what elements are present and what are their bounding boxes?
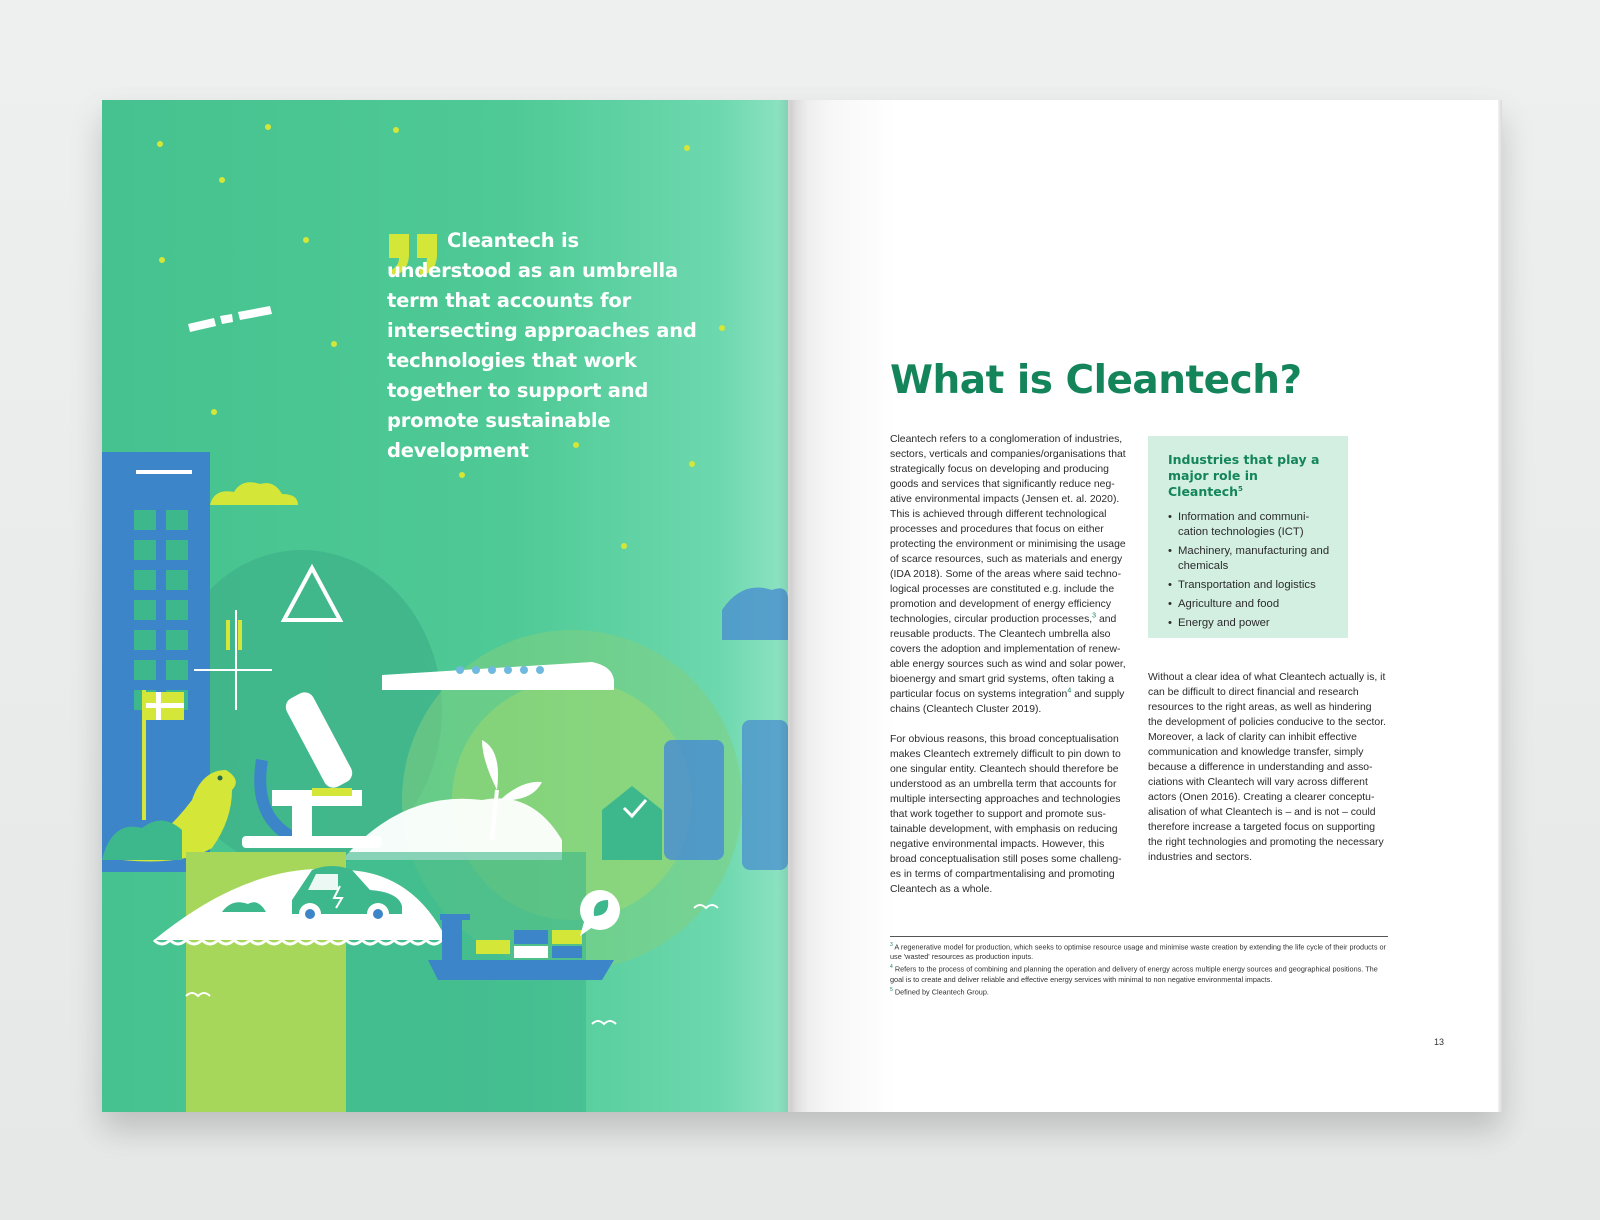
cloud-shape — [210, 482, 298, 505]
left-page — [102, 100, 788, 1112]
gutter-shadow — [778, 100, 808, 1112]
list-item: • Information and communi- cation technologies (ICT) — [1168, 510, 1330, 540]
satellite-icon — [188, 306, 272, 332]
sidebox-heading: Industries that play a major role in Cleantech$^5$ — [1168, 452, 1320, 499]
body-paragraph: For obvious reasons, this broad conceptualisation makes Cleantech extremely difficult to pin down to one singular entity. Cleantech should therefore be understood as an umbrella term that accounts for multiple intersecting approaches and technologies that work together to support and promote sus- tainable development, with emphasis on reducing negative environmental impacts. However, this broad conceptualisation still poses some challeng- es in terms of compartmentalising and promoting Cleantech as a whole. — [890, 734, 1122, 895]
body-paragraph: Cleantech refers to a conglomeration of industries, sectors, verticals and companies/organisations that strategically focus on developing and producing goods and services that significantly reduce neg- ative environmental impacts (Jensen et. al. 2020). This is achieved through different technological processes and procedures that focus on either protecting the environment or minimising the usage of scarce resources, such as materials and energy (IDA 2018). Some of the areas where said techno- logical processes are constituted e.g. include the promotion and development of energy efficiency technologies, circular production processes,$^3$ and reusable products. The Cleantech umbrella also covers the adoption and implementation of renew- able energy sources such as wind and solar power, bioenergy and smart grid systems, often taking a particular focus on systems integration$^4$ and supply chains (Cleantech Cluster 2019). — [890, 434, 1126, 715]
list-item: • Machinery, manufacturing and chemicals — [1168, 544, 1330, 574]
list-item: • Energy and power — [1168, 616, 1330, 631]
page-edge — [1498, 100, 1502, 1112]
page-title: What is Cleantech? — [890, 358, 1302, 403]
body-column-right — [1148, 670, 1388, 880]
body-column-left — [890, 432, 1132, 912]
footnote: $^3$ A regenerative model for production, which seeks to optimise resource usage and minimise waste creation by extending the life cycle of their products or use 'wasted' resources as production inputs. — [890, 942, 1386, 962]
right-page — [788, 100, 1502, 1112]
footnote: $^5$ Defined by Cleantech Group. — [890, 986, 989, 997]
list-item: • Agriculture and food — [1168, 597, 1330, 612]
page-number: 13 — [1434, 1037, 1445, 1047]
footnotes — [890, 940, 1390, 997]
industries-sidebox — [1148, 436, 1348, 638]
body-paragraph: Without a clear idea of what Cleantech actually is, it can be difficult to direct financial and research resources to the right areas, as well as hindering the development of policies conducive to the sector. Moreover, a lack of clarity can inhibit effective communication and knowledge transfer, simply because a difference in understanding and asso- ciations with Cleantech will vary across different actors (Onen 2016). Creating a clearer conceptu- alisation of what Cleantech is – and is not – could therefore increase a targeted focus on supporting the right technologies and promoting the necessary industries and sectors. — [1148, 672, 1386, 863]
industries-list — [1168, 510, 1330, 631]
pull-quote: Cleantech is understood as an umbrella term that accounts for intersecting approaches and technologies that work together to support and promote sustainable development — [387, 229, 697, 462]
brochure-spread — [102, 100, 1502, 1112]
list-item: • Transportation and logistics — [1168, 578, 1330, 593]
footnote-divider — [890, 936, 1388, 937]
footnote: $^4$ Refers to the process of combining and planning the operation and delivery of energy across multiple energy sources and geographical positions. The goal is to create and deliver reliable and effective energy services with minimal to non negative environmental impacts. — [890, 964, 1378, 984]
